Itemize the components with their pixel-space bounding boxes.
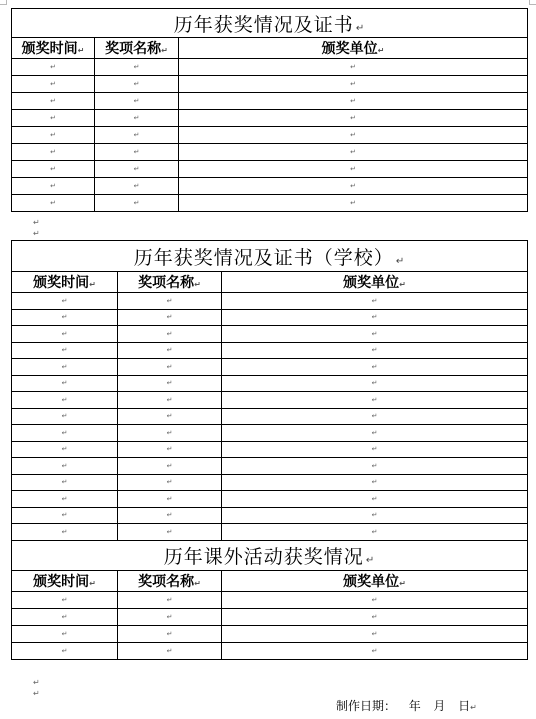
school-awards-table-row xyxy=(12,507,528,524)
empty-cell[interactable]: ↵ xyxy=(12,342,118,359)
extracurricular-title-cell xyxy=(12,540,528,570)
school-awards-table-row xyxy=(12,458,528,475)
empty-cell[interactable]: ↵ xyxy=(222,359,528,376)
school-awards-table-row xyxy=(12,524,528,541)
empty-cell[interactable]: ↵ xyxy=(95,161,179,178)
empty-cell[interactable]: ↵ xyxy=(179,93,528,110)
empty-cell[interactable]: ↵ xyxy=(222,524,528,541)
empty-cell[interactable]: ↵ xyxy=(179,144,528,161)
empty-cell[interactable]: ↵ xyxy=(118,642,222,659)
empty-cell[interactable]: ↵ xyxy=(118,491,222,508)
empty-cell[interactable]: ↵ xyxy=(118,608,222,625)
empty-cell[interactable]: ↵ xyxy=(222,392,528,409)
empty-cell[interactable]: ↵ xyxy=(222,408,528,425)
empty-cell[interactable]: ↵ xyxy=(12,144,95,161)
cell-mark-icon: ↵ xyxy=(161,46,168,55)
school-awards-table-row xyxy=(12,474,528,491)
header-award-time: 颁奖时间↵ xyxy=(12,272,118,293)
empty-cell[interactable]: ↵ xyxy=(95,110,179,127)
empty-cell[interactable]: ↵ xyxy=(179,178,528,195)
paragraph-mark-icon: ↵ xyxy=(470,703,477,712)
empty-cell[interactable]: ↵ xyxy=(12,408,118,425)
extracurricular-table-row xyxy=(12,591,528,608)
school-awards-table-row xyxy=(12,375,528,392)
empty-cell[interactable]: ↵ xyxy=(222,326,528,343)
school-awards-table-row xyxy=(12,309,528,326)
cell-mark-icon: ↵ xyxy=(89,578,96,588)
empty-cell[interactable]: ↵ xyxy=(12,425,118,442)
header-award-org: 颁奖单位↵ xyxy=(179,38,528,59)
awards-table-row xyxy=(12,59,528,76)
header-award-time: 颁奖时间↵ xyxy=(12,570,118,591)
cell-mark-icon: ↵ xyxy=(377,46,385,55)
cell-mark-icon: ↵ xyxy=(399,578,406,588)
empty-cell[interactable]: ↵ xyxy=(12,76,95,93)
empty-cell[interactable]: ↵ xyxy=(118,425,222,442)
empty-cell[interactable]: ↵ xyxy=(118,392,222,409)
empty-cell[interactable]: ↵ xyxy=(12,309,118,326)
school-awards-table-row xyxy=(12,293,528,310)
empty-cell[interactable]: ↵ xyxy=(12,441,118,458)
empty-cell[interactable]: ↵ xyxy=(118,326,222,343)
empty-cell[interactable]: ↵ xyxy=(222,474,528,491)
empty-cell[interactable]: ↵ xyxy=(118,625,222,642)
empty-cell[interactable]: ↵ xyxy=(12,642,118,659)
cell-mark-icon: ↵ xyxy=(399,280,406,289)
awards-table-row xyxy=(12,110,528,127)
paragraph-mark-icon: ↵ xyxy=(365,554,376,566)
school-awards-table-row xyxy=(12,408,528,425)
empty-cell[interactable]: ↵ xyxy=(12,591,118,608)
school-awards-table-row xyxy=(12,359,528,376)
cell-mark-icon: ↵ xyxy=(77,46,85,55)
creation-date-month: 月 xyxy=(433,699,446,713)
school-awards-table-body xyxy=(12,293,528,541)
header-award-time: 颁奖时间↵ xyxy=(12,38,95,59)
extracurricular-title: 历年课外活动获奖情况 xyxy=(163,545,364,568)
page-corner-mark-left xyxy=(0,0,7,5)
school-awards-table-row xyxy=(12,342,528,359)
empty-cell[interactable]: ↵ xyxy=(222,591,528,608)
school-awards-title: 历年获奖情况及证书（学校） xyxy=(133,246,394,269)
creation-date-year: 年 xyxy=(408,699,421,713)
header-award-org: 颁奖单位↵ xyxy=(222,272,528,293)
empty-cell[interactable]: ↵ xyxy=(179,127,528,144)
empty-cell[interactable]: ↵ xyxy=(118,524,222,541)
creation-date-label: 制作日期： xyxy=(336,699,397,713)
header-award-name: 奖项名称↵ xyxy=(118,272,222,293)
empty-cell[interactable]: ↵ xyxy=(222,425,528,442)
empty-cell[interactable]: ↵ xyxy=(95,144,179,161)
school-awards-table-row xyxy=(12,425,528,442)
empty-cell[interactable]: ↵ xyxy=(118,507,222,524)
empty-cell[interactable]: ↵ xyxy=(12,608,118,625)
empty-cell[interactable]: ↵ xyxy=(95,93,179,110)
cell-mark-icon: ↵ xyxy=(194,280,201,289)
awards-table-row xyxy=(12,178,528,195)
empty-cell[interactable]: ↵ xyxy=(222,309,528,326)
extracurricular-table-row xyxy=(12,642,528,659)
school-awards-header-row xyxy=(12,272,528,293)
empty-cell[interactable]: ↵ xyxy=(12,359,118,376)
paragraph-mark-icon: ↵ xyxy=(395,255,406,267)
empty-cell[interactable]: ↵ xyxy=(118,293,222,310)
empty-cell[interactable]: ↵ xyxy=(12,625,118,642)
cell-mark-icon: ↵ xyxy=(194,578,201,588)
school-awards-table-row xyxy=(12,326,528,343)
empty-cell[interactable]: ↵ xyxy=(222,293,528,310)
school-awards-table-row xyxy=(12,491,528,508)
empty-cell[interactable]: ↵ xyxy=(118,342,222,359)
awards-table-row xyxy=(12,144,528,161)
awards-table-title-cell xyxy=(12,9,528,38)
creation-date xyxy=(336,697,477,714)
empty-cell[interactable]: ↵ xyxy=(12,375,118,392)
awards-table xyxy=(11,8,528,212)
empty-cell[interactable]: ↵ xyxy=(222,608,528,625)
empty-cell[interactable]: ↵ xyxy=(222,625,528,642)
empty-cell[interactable]: ↵ xyxy=(222,491,528,508)
paragraph-mark-icon: ↵ xyxy=(355,22,366,34)
page-corner-mark-right xyxy=(529,0,536,5)
empty-cell[interactable]: ↵ xyxy=(222,642,528,659)
empty-cell[interactable]: ↵ xyxy=(179,59,528,76)
extracurricular-header-row xyxy=(12,570,528,591)
empty-paragraph-mark: ↵ xyxy=(33,218,40,227)
empty-cell[interactable]: ↵ xyxy=(118,309,222,326)
empty-cell[interactable]: ↵ xyxy=(222,375,528,392)
empty-cell[interactable]: ↵ xyxy=(12,524,118,541)
empty-cell[interactable]: ↵ xyxy=(12,161,95,178)
empty-cell[interactable]: ↵ xyxy=(179,161,528,178)
empty-cell[interactable]: ↵ xyxy=(118,591,222,608)
empty-cell[interactable]: ↵ xyxy=(12,392,118,409)
empty-cell[interactable]: ↵ xyxy=(12,491,118,508)
header-award-name: 奖项名称↵ xyxy=(95,38,179,59)
school-awards-title-cell xyxy=(12,241,528,272)
empty-cell[interactable]: ↵ xyxy=(95,59,179,76)
school-awards-table-row xyxy=(12,441,528,458)
creation-date-day: 日 xyxy=(458,699,471,713)
school-awards-table-row xyxy=(12,392,528,409)
awards-table-row xyxy=(12,195,528,212)
empty-paragraph-mark: ↵ xyxy=(33,689,40,698)
empty-cell[interactable]: ↵ xyxy=(95,195,179,212)
empty-cell[interactable]: ↵ xyxy=(12,195,95,212)
empty-cell[interactable]: ↵ xyxy=(12,178,95,195)
empty-paragraph-mark: ↵ xyxy=(33,229,40,238)
awards-table-header-row xyxy=(12,38,528,59)
empty-cell[interactable]: ↵ xyxy=(118,474,222,491)
empty-cell[interactable]: ↵ xyxy=(179,76,528,93)
empty-cell[interactable]: ↵ xyxy=(12,59,95,76)
empty-cell[interactable]: ↵ xyxy=(12,458,118,475)
school-awards-table xyxy=(11,240,528,660)
empty-cell[interactable]: ↵ xyxy=(12,507,118,524)
empty-paragraph-mark: ↵ xyxy=(33,678,40,687)
empty-cell[interactable]: ↵ xyxy=(12,127,95,144)
cell-mark-icon: ↵ xyxy=(89,280,96,289)
empty-cell[interactable]: ↵ xyxy=(118,375,222,392)
empty-cell[interactable]: ↵ xyxy=(222,441,528,458)
extracurricular-table-body xyxy=(12,591,528,659)
empty-cell[interactable]: ↵ xyxy=(12,293,118,310)
empty-cell[interactable]: ↵ xyxy=(222,458,528,475)
empty-cell[interactable]: ↵ xyxy=(222,342,528,359)
header-award-org: 颁奖单位↵ xyxy=(222,570,528,591)
awards-table-row xyxy=(12,76,528,93)
awards-table-row xyxy=(12,161,528,178)
awards-table-body xyxy=(12,59,528,212)
empty-cell[interactable]: ↵ xyxy=(222,507,528,524)
extracurricular-table-row xyxy=(12,608,528,625)
empty-cell[interactable]: ↵ xyxy=(12,110,95,127)
awards-table-row xyxy=(12,93,528,110)
empty-cell[interactable]: ↵ xyxy=(95,127,179,144)
empty-cell[interactable]: ↵ xyxy=(12,93,95,110)
header-award-name: 奖项名称↵ xyxy=(118,570,222,591)
empty-cell[interactable]: ↵ xyxy=(118,441,222,458)
empty-cell[interactable]: ↵ xyxy=(118,408,222,425)
awards-table-row xyxy=(12,127,528,144)
empty-cell[interactable]: ↵ xyxy=(12,326,118,343)
awards-table-title: 历年获奖情况及证书 xyxy=(173,13,354,36)
extracurricular-table-row xyxy=(12,625,528,642)
empty-cell[interactable]: ↵ xyxy=(95,76,179,93)
empty-cell[interactable]: ↵ xyxy=(12,474,118,491)
empty-cell[interactable]: ↵ xyxy=(118,359,222,376)
empty-cell[interactable]: ↵ xyxy=(179,195,528,212)
empty-cell[interactable]: ↵ xyxy=(95,178,179,195)
empty-cell[interactable]: ↵ xyxy=(118,458,222,475)
empty-cell[interactable]: ↵ xyxy=(179,110,528,127)
